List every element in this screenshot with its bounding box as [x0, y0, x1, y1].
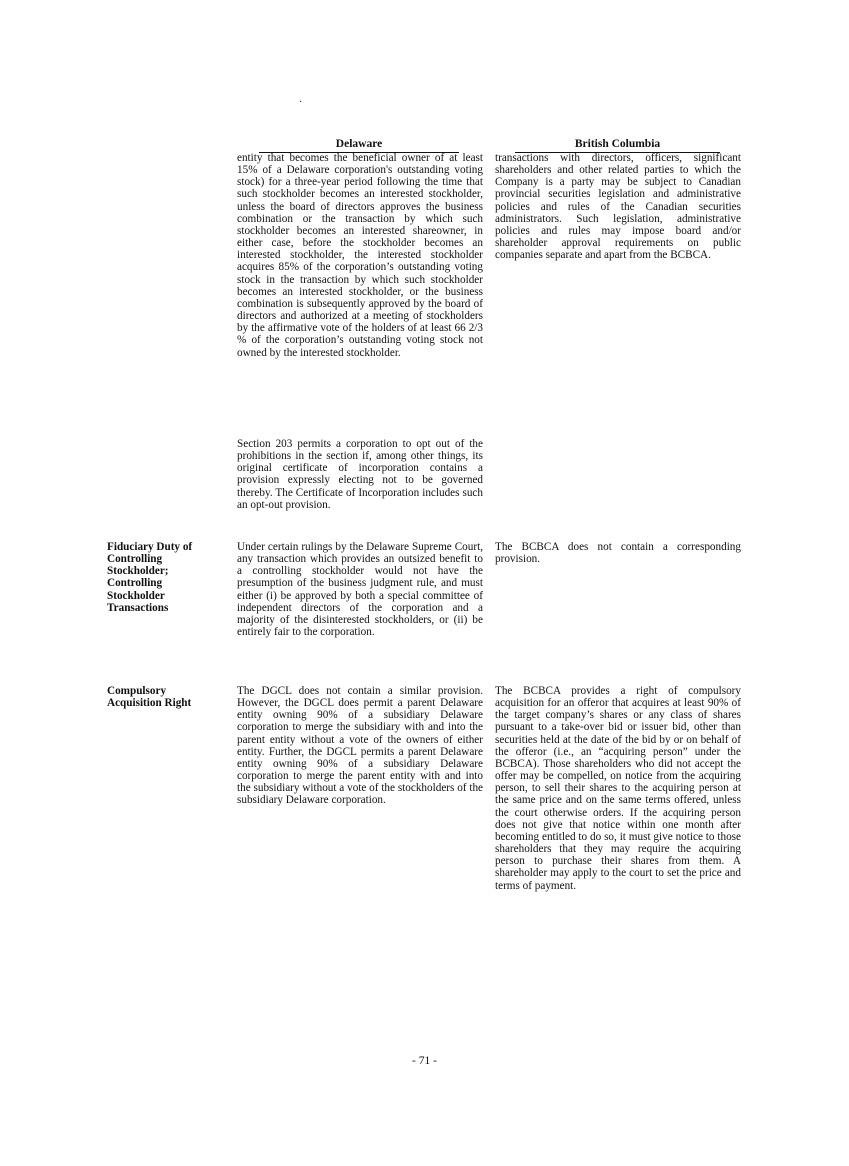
- delaware-row2-para1: Under certain rulings by the Delaware Supreme Court, any transaction which provides an outsized benefit to a controlling stockholder would not have the presumption of the business judgment rule, and must either (i) be approved by both a special committee of independent directors of the corporation and a majority of the disinterested stockholders, or (ii) be entirely fair to the corporation.: [237, 541, 483, 639]
- column-header-delaware: Delaware: [259, 138, 459, 153]
- bc-row2-para1: The BCBCA does not contain a corresponding provision.: [495, 541, 741, 566]
- topic-fiduciary-duty: Fiduciary Duty of Controlling Stockholder; Controlling Stockholder Transactions: [107, 541, 193, 614]
- topic-compulsory-acquisition: Compulsory Acquisition Right: [107, 685, 192, 710]
- delaware-row3-para1: The DGCL does not contain a similar provision. However, the DGCL does permit a parent Delaware entity owning 90% of a subsidiary Delaware corporation to merge the subsidiary with and into the parent entity without a vote of the owners of either entity. Further, the DGCL permits a parent Delaware entity owning 90% of a subsidiary Delaware corporation to merge the parent entity with and into the subsidiary without a vote of the stockholders of the subsidiary Delaware corporation.: [237, 685, 483, 807]
- bc-row3-para1: The BCBCA provides a right of compulsory acquisition for an offeror that acquires at least 90% of the target company’s shares or any class of shares pursuant to a take-over bid or issuer bid, other than securities held at the date of the bid by or on behalf of the offeror (i.e., an “acquiring person” under the BCBCA). Those shareholders who did not accept the offer may be compelled, on notice from the acquiring person, to sell their shares to the acquiring person at the same price and on the same terms offered, unless the court otherwise orders. If the acquiring person does not give that notice within one month after becoming entitled to do so, it must give notice to those shareholders that they may require the acquiring person to purchase their shares from them. A shareholder may apply to the court to set the price and terms of payment.: [495, 685, 741, 892]
- page-number: - 71 -: [412, 1055, 437, 1067]
- column-header-british-columbia: British Columbia: [515, 138, 720, 153]
- bc-row1-para1: transactions with directors, officers, significant shareholders and other related parties to which the Company is a party may be subject to Canadian provincial securities legislation and administrative policies and rules of the Canadian securities administrators. Such legislation, administrative policies and rules may impose board and/or shareholder approval requirements on public companies separate and apart from the BCBCA.: [495, 152, 741, 262]
- stray-mark: ·: [299, 97, 303, 108]
- delaware-row1-para1: entity that becomes the beneficial owner of at least 15% of a Delaware corporation's outstanding voting stock) for a three-year period following the time that such stockholder becomes an interested stockholder, unless the board of directors approves the business combination or the transaction by which such stockholder becomes an interested shareowner, in either case, before the stockholder becomes an interested stockholder, the interested stockholder acquires 85% of the corporation’s outstanding voting stock in the transaction by which such stockholder becomes an interested stockholder, or the business combination is subsequently approved by the board of directors and authorized at a meeting of stockholders by the affirmative vote of the holders of at least 66 2/3 % of the corporation’s outstanding voting stock not owned by the interested stockholder.: [237, 152, 483, 359]
- delaware-row1-para2: Section 203 permits a corporation to opt out of the prohibitions in the section if, among other things, its original certificate of incorporation contains a provision expressly electing not to be governed thereby. The Certificate of Incorporation includes such an opt-out provision.: [237, 438, 483, 511]
